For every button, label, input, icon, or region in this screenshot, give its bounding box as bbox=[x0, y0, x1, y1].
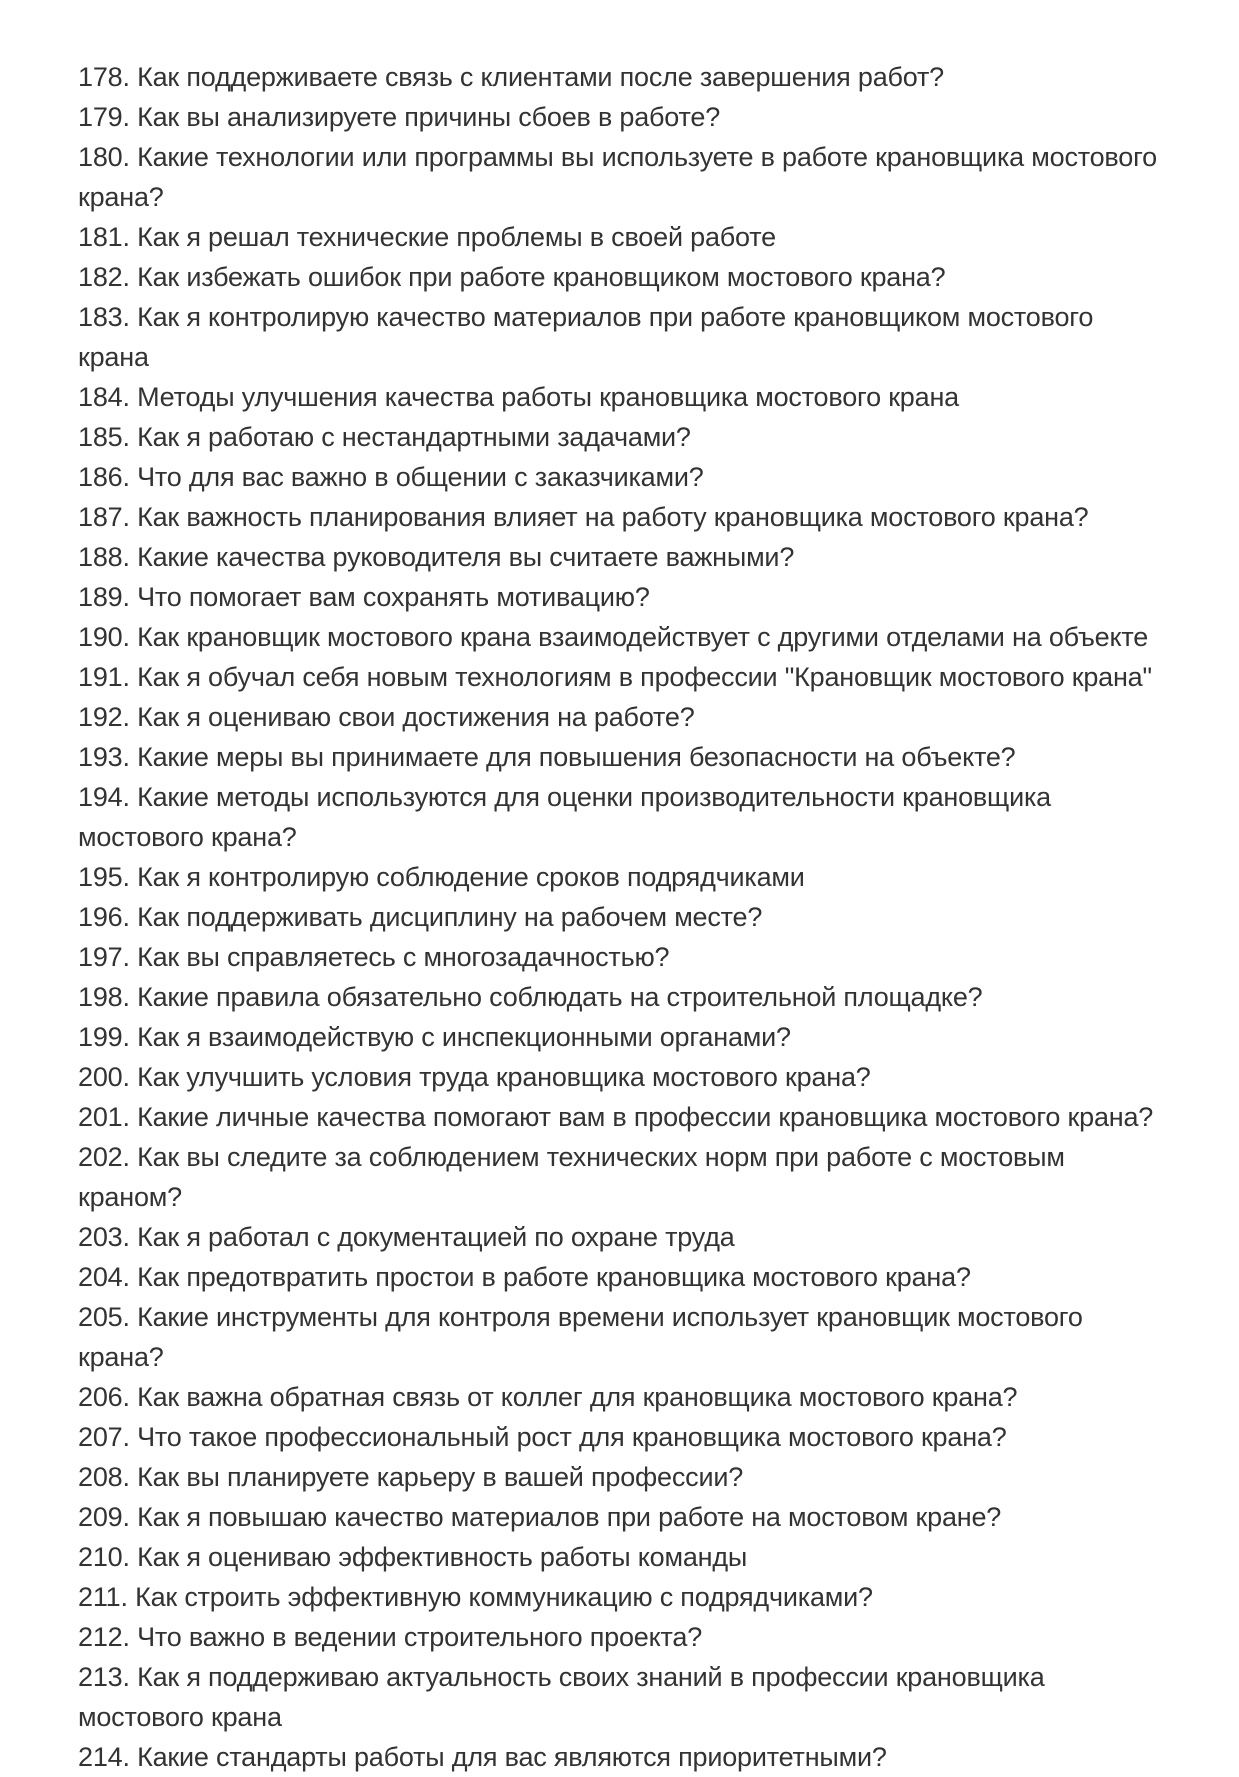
item-text: Как я взаимодействую с инспекционными органами? bbox=[137, 1022, 791, 1052]
list-item bbox=[78, 1497, 1162, 1537]
item-text: Как поддерживать дисциплину на рабочем месте? bbox=[137, 902, 763, 932]
item-text: Что такое профессиональный рост для крановщика мостового крана? bbox=[137, 1422, 1007, 1452]
list-item bbox=[78, 297, 1162, 377]
item-number: 182. bbox=[78, 262, 130, 292]
item-text: Как я работаю с нестандартными задачами? bbox=[137, 422, 691, 452]
item-number: 189. bbox=[78, 582, 130, 612]
list-item bbox=[78, 417, 1162, 457]
item-text: Что важно в ведении строительного проекта? bbox=[137, 1622, 703, 1652]
item-text: Что помогает вам сохранять мотивацию? bbox=[137, 582, 650, 612]
list-item bbox=[78, 1457, 1162, 1497]
item-text: Как я оцениваю эффективность работы команды bbox=[137, 1542, 748, 1572]
list-item bbox=[78, 1537, 1162, 1577]
item-text: Какие личные качества помогают вам в профессии крановщика мостового крана? bbox=[137, 1102, 1154, 1132]
item-text: Какие качества руководителя вы считаете важными? bbox=[137, 542, 795, 572]
item-text: Как я обучал себя новым технологиям в профессии "Крановщик мостового крана" bbox=[137, 662, 1152, 692]
item-number: 203. bbox=[78, 1222, 130, 1252]
item-number: 186. bbox=[78, 462, 130, 492]
item-number: 210. bbox=[78, 1542, 130, 1572]
item-text: Какие методы используются для оценки производительности крановщика мостового крана? bbox=[78, 782, 1051, 852]
list-item bbox=[78, 777, 1162, 857]
item-number: 201. bbox=[78, 1102, 130, 1132]
item-number: 198. bbox=[78, 982, 130, 1012]
list-item bbox=[78, 217, 1162, 257]
item-number: 195. bbox=[78, 862, 130, 892]
item-text: Как избежать ошибок при работе крановщиком мостового крана? bbox=[137, 262, 946, 292]
item-number: 197. bbox=[78, 942, 130, 972]
item-number: 213. bbox=[78, 1662, 130, 1692]
item-text: Как я решал технические проблемы в своей работе bbox=[137, 222, 776, 252]
item-number: 209. bbox=[78, 1502, 130, 1532]
list-item bbox=[78, 497, 1162, 537]
item-number: 204. bbox=[78, 1262, 130, 1292]
list-item bbox=[78, 1017, 1162, 1057]
list-item bbox=[78, 1657, 1162, 1737]
list-item bbox=[78, 377, 1162, 417]
item-number: 193. bbox=[78, 742, 130, 772]
item-number: 208. bbox=[78, 1462, 130, 1492]
list-item bbox=[78, 1137, 1162, 1217]
item-text: Как я повышаю качество материалов при работе на мостовом кране? bbox=[137, 1502, 1002, 1532]
item-text: Как вы планируете карьеру в вашей профессии? bbox=[137, 1462, 744, 1492]
item-text: Методы улучшения качества работы крановщика мостового крана bbox=[137, 382, 959, 412]
item-text: Как вы следите за соблюдением технических норм при работе с мостовым краном? bbox=[78, 1142, 1065, 1212]
list-item bbox=[78, 97, 1162, 137]
item-text: Как я работал с документацией по охране труда bbox=[137, 1222, 735, 1252]
list-item bbox=[78, 1257, 1162, 1297]
item-number: 206. bbox=[78, 1382, 130, 1412]
item-number: 200. bbox=[78, 1062, 130, 1092]
item-text: Как я оцениваю свои достижения на работе? bbox=[137, 702, 695, 732]
item-number: 188. bbox=[78, 542, 130, 572]
list-item bbox=[78, 1297, 1162, 1377]
list-item bbox=[78, 257, 1162, 297]
list-item bbox=[78, 937, 1162, 977]
list-item bbox=[78, 457, 1162, 497]
item-number: 184. bbox=[78, 382, 130, 412]
item-text: Какие стандарты работы для вас являются приоритетными? bbox=[137, 1742, 887, 1772]
list-item bbox=[78, 1097, 1162, 1137]
item-number: 199. bbox=[78, 1022, 130, 1052]
item-number: 185. bbox=[78, 422, 130, 452]
item-number: 179. bbox=[78, 102, 130, 132]
item-number: 191. bbox=[78, 662, 130, 692]
list-item bbox=[78, 857, 1162, 897]
list-item bbox=[78, 1377, 1162, 1417]
list-item bbox=[78, 1057, 1162, 1097]
item-text: Как я поддерживаю актуальность своих знаний в профессии крановщика мостового крана bbox=[78, 1662, 1045, 1732]
item-text: Как вы анализируете причины сбоев в работе? bbox=[137, 102, 721, 132]
item-text: Как вы справляетесь с многозадачностью? bbox=[137, 942, 670, 972]
item-number: 214. bbox=[78, 1742, 130, 1772]
list-item bbox=[78, 537, 1162, 577]
list-item bbox=[78, 137, 1162, 217]
item-number: 183. bbox=[78, 302, 130, 332]
item-number: 178. bbox=[78, 62, 130, 92]
item-text: Как предотвратить простои в работе крановщика мостового крана? bbox=[137, 1262, 971, 1292]
item-number: 187. bbox=[78, 502, 130, 532]
item-number: 190. bbox=[78, 622, 130, 652]
list-item bbox=[78, 657, 1162, 697]
item-number: 212. bbox=[78, 1622, 130, 1652]
item-text: Как я контролирую качество материалов при работе крановщиком мостового крана bbox=[78, 302, 1094, 372]
item-number: 194. bbox=[78, 782, 130, 812]
item-text: Какие меры вы принимаете для повышения безопасности на объекте? bbox=[137, 742, 1016, 772]
item-text: Как важна обратная связь от коллег для крановщика мостового крана? bbox=[137, 1382, 1018, 1412]
list-item bbox=[78, 1217, 1162, 1257]
item-text: Что для вас важно в общении с заказчиками? bbox=[137, 462, 704, 492]
item-number: 181. bbox=[78, 222, 130, 252]
item-text: Как важность планирования влияет на работу крановщика мостового крана? bbox=[137, 502, 1089, 532]
list-item bbox=[78, 617, 1162, 657]
item-number: 202. bbox=[78, 1142, 130, 1172]
item-text: Как поддерживаете связь с клиентами после завершения работ? bbox=[137, 62, 944, 92]
list-item bbox=[78, 737, 1162, 777]
list-item bbox=[78, 977, 1162, 1017]
item-number: 192. bbox=[78, 702, 130, 732]
list-item bbox=[78, 1737, 1162, 1777]
item-text: Как строить эффективную коммуникацию с подрядчиками? bbox=[135, 1582, 873, 1612]
list-item bbox=[78, 697, 1162, 737]
list-item bbox=[78, 57, 1162, 97]
item-number: 211. bbox=[78, 1582, 128, 1612]
question-list bbox=[78, 57, 1162, 1777]
item-number: 196. bbox=[78, 902, 130, 932]
item-number: 205. bbox=[78, 1302, 130, 1332]
item-text: Какие технологии или программы вы используете в работе крановщика мостового крана? bbox=[78, 142, 1157, 212]
item-text: Какие правила обязательно соблюдать на строительной площадке? bbox=[137, 982, 983, 1012]
item-text: Как я контролирую соблюдение сроков подрядчиками bbox=[137, 862, 805, 892]
item-text: Как улучшить условия труда крановщика мостового крана? bbox=[137, 1062, 871, 1092]
list-item bbox=[78, 577, 1162, 617]
item-number: 180. bbox=[78, 142, 130, 172]
item-text: Какие инструменты для контроля времени использует крановщик мостового крана? bbox=[78, 1302, 1083, 1372]
list-item bbox=[78, 1417, 1162, 1457]
list-item bbox=[78, 897, 1162, 937]
list-item bbox=[78, 1577, 1162, 1617]
item-number: 207. bbox=[78, 1422, 130, 1452]
list-item bbox=[78, 1617, 1162, 1657]
item-text: Как крановщик мостового крана взаимодействует с другими отделами на объекте bbox=[137, 622, 1149, 652]
